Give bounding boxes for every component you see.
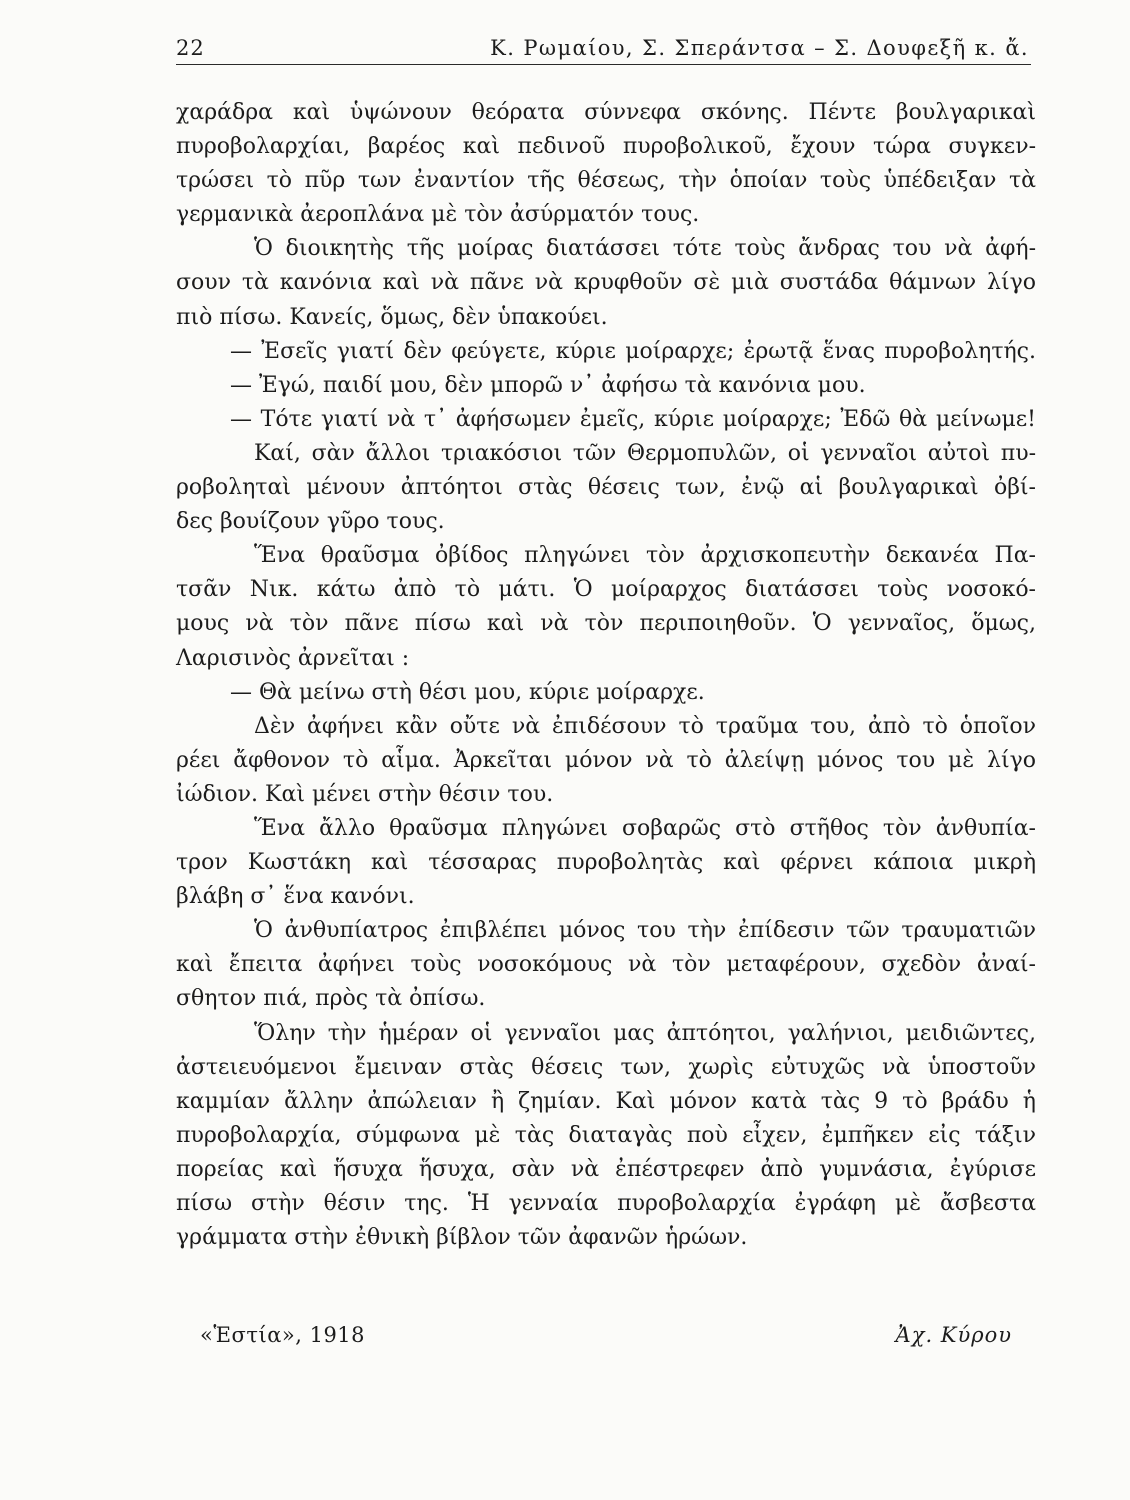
- text-line: Λαρισινὸς ἀρνεῖται :: [176, 645, 410, 671]
- text-line: ροβοληταὶ μένουν ἀπτόητοι στὰς θέσεις των, ἐνῷ αἱ βουλγαρικαὶ ὀβί-: [176, 475, 1036, 501]
- page-header: [176, 32, 1031, 65]
- text-line: δες βουίζουν γῦρο τους.: [176, 509, 445, 535]
- text-line: τρώσει τὸ πῦρ των ἐναντίον τῆς θέσεως, τὴν ὁποίαν τοὺς ὑπέδειξαν τὰ: [176, 168, 1036, 194]
- text-line: τρον Κωστάκη καὶ τέσσαρας πυροβολητὰς καὶ φέρνει κάποια μικρὴ: [176, 850, 1036, 876]
- text-line: σουν τὰ κανόνια καὶ νὰ πᾶνε νὰ κρυφθοῦν σὲ μιὰ συστάδα θάμνων λίγο: [176, 270, 1036, 296]
- text-line: καὶ ἔπειτα ἀφήνει τοὺς νοσοκόμους νὰ τὸν μεταφέρουν, σχεδὸν ἀναί-: [176, 952, 1036, 978]
- text-line: καμμίαν ἄλλην ἀπώλειαν ἢ ζημίαν. Καὶ μόνον κατὰ τὰς 9 τὸ βράδυ ἡ: [176, 1088, 1036, 1114]
- text-line: πίσω στὴν θέσιν της. Ἡ γενναία πυροβολαρχία ἐγράφη μὲ ἄσβεστα: [176, 1191, 1036, 1216]
- text-line: γερμανικὰ ἀεροπλάνα μὲ τὸν ἀσύρματόν τους.: [176, 202, 700, 228]
- text-line: ἰώδιον. Καὶ μένει στὴν θέσιν του.: [176, 781, 554, 807]
- text-line: χαράδρα καὶ ὑψώνουν θεόρατα σύννεφα σκόνης. Πέντε βουλγαρικαὶ: [176, 100, 1036, 125]
- body-text: [176, 96, 1036, 1255]
- text-line: Ἕνα ἄλλο θραῦσμα πληγώνει σοβαρῶς στὸ στῆθος τὸν ἀνθυπία-: [254, 815, 1036, 841]
- text-line: τσᾶν Νικ. κάτω ἀπὸ τὸ μάτι. Ὁ μοίραρχος διατάσσει τοὺς νοσοκό-: [176, 577, 1036, 603]
- text-line: πιὸ πίσω. Κανείς, ὅμως, δὲν ὑπακούει.: [176, 304, 608, 330]
- signature-row: [200, 1323, 1012, 1357]
- text-line: ἀστειευόμενοι ἔμειναν στὰς θέσεις των, χωρὶς εὐτυχῶς νὰ ὑποστοῦν: [176, 1054, 1036, 1080]
- text-line: Ἕνα θραῦσμα ὀβίδος πληγώνει τὸν ἀρχισκοπευτὴν δεκανέα Πα-: [254, 543, 1036, 569]
- text-line: γράμματα στὴν ἐθνικὴ βίβλον τῶν ἀφανῶν ἡρώων.: [176, 1225, 748, 1251]
- text-line: πορείας καὶ ἥσυχα ἥσυχα, σὰν νὰ ἐπέστρεφεν ἀπὸ γυμνάσια, ἐγύρισε: [176, 1156, 1036, 1182]
- dialogue-line: — Τότε γιατί νὰ τ᾽ ἀφήσωμεν ἐμεῖς, κύριε μοίραρχε; Ἐδῶ θὰ μείνωμε!: [230, 406, 1036, 432]
- text-line: σθητον πιά, πρὸς τὰ ὀπίσω.: [176, 986, 486, 1012]
- text-line: Ὁ ἀνθυπίατρος ἐπιβλέπει μόνος του τὴν ἐπίδεσιν τῶν τραυματιῶν: [254, 918, 1036, 944]
- dialogue-line: — Ἐσεῖς γιατί δὲν φεύγετε, κύριε μοίραρχε; ἐρωτᾷ ἕνας πυροβολητής.: [230, 338, 1036, 364]
- text-line: πυροβολαρχίαι, βαρέος καὶ πεδινοῦ πυροβολικοῦ, ἔχουν τώρα συγκεν-: [176, 134, 1036, 160]
- source-citation: «Ἑστία», 1918: [200, 1323, 366, 1347]
- text-line: Ὅλην τὴν ἡμέραν οἱ γενναῖοι μας ἀπτόητοι, γαλήνιοι, μειδιῶντες,: [254, 1020, 1036, 1046]
- text-line: Ὁ διοικητὴς τῆς μοίρας διατάσσει τότε τοὺς ἄνδρας του νὰ ἀφή-: [254, 236, 1036, 262]
- text-line: ρέει ἄφθονον τὸ αἷμα. Ἀρκεῖται μόνον νὰ τὸ ἀλείψῃ μόνος του μὲ λίγο: [176, 747, 1036, 773]
- text-line: βλάβη σ᾽ ἕνα κανόνι.: [176, 884, 415, 910]
- text-line: μους νὰ τὸν πᾶνε πίσω καὶ νὰ τὸν περιποιηθοῦν. Ὁ γενναῖος, ὅμως,: [176, 611, 1036, 637]
- text-line: Δὲν ἀφήνει κἂν οὔτε νὰ ἐπιδέσουν τὸ τραῦμα του, ἀπὸ τὸ ὁποῖον: [254, 713, 1036, 739]
- dialogue-line: — Ἐγώ, παιδί μου, δὲν μπορῶ ν᾽ ἀφήσω τὰ κανόνια μου.: [230, 372, 866, 398]
- text-line: Καί, σὰν ἄλλοι τριακόσιοι τῶν Θερμοπυλῶν, οἱ γενναῖοι αὐτοὶ πυ-: [254, 440, 1036, 466]
- author-name: Ἀχ. Κύρου: [895, 1323, 1012, 1347]
- dialogue-line: — Θὰ μείνω στὴ θέσι μου, κύριε μοίραρχε.: [230, 679, 705, 705]
- text-line: πυροβολαρχία, σύμφωνα μὲ τὰς διαταγὰς ποὺ εἶχεν, ἐμπῆκεν εἰς τάξιν: [176, 1122, 1036, 1148]
- page-number: 22: [176, 36, 205, 60]
- running-head: Κ. Ρωμαίου, Σ. Σπεράντσα – Σ. Δουφεξῆ κ. ἄ.: [490, 36, 1029, 60]
